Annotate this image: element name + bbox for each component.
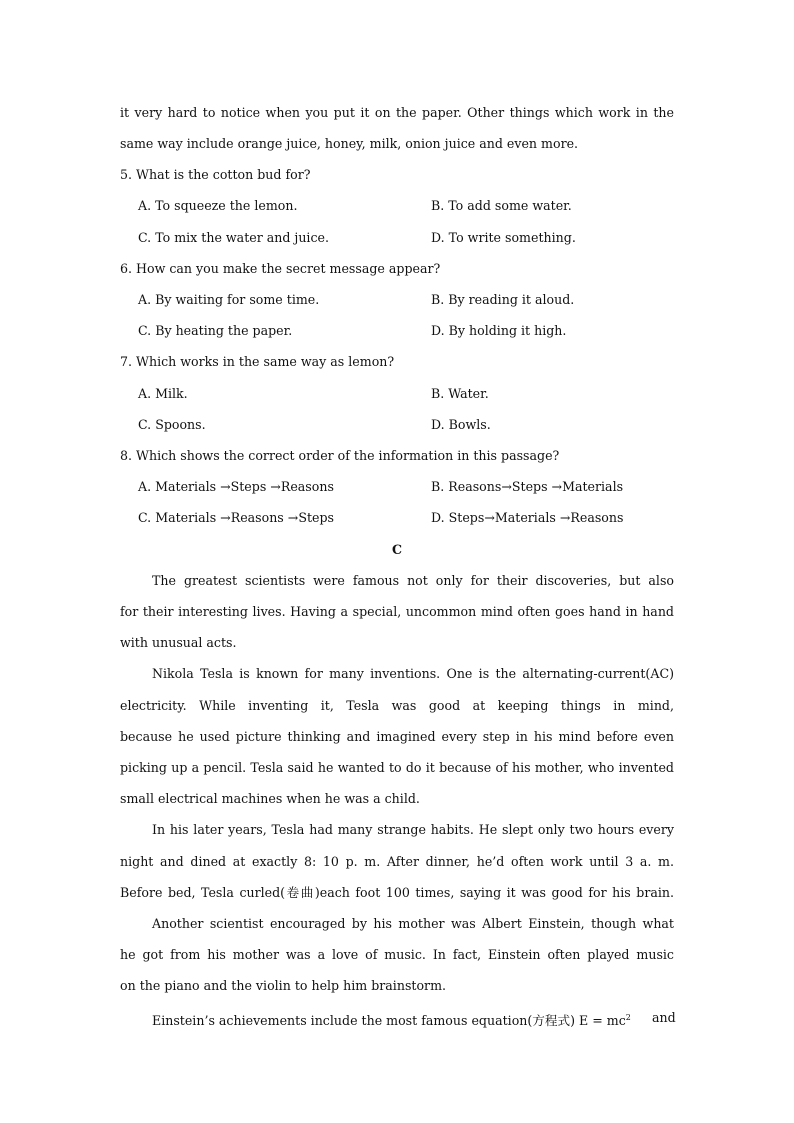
- passage-c-line: he got from his mother was a love of music. In fact, Einstein often played music: [120, 947, 674, 962]
- question-5-option-d: D. To write something.: [431, 230, 576, 245]
- passage-c-equation-and: and: [652, 1010, 676, 1025]
- passage-c-line: Another scientist encouraged by his mother was Albert Einstein, though what: [152, 916, 674, 931]
- passage-c-line: small electrical machines when he was a child.: [120, 791, 420, 806]
- passage-b-line-1: it very hard to notice when you put it on the paper. Other things which work in the: [120, 105, 674, 120]
- passage-c-line: Before bed, Tesla curled(卷曲)each foot 100 times, saying it was good for his brain.: [120, 885, 674, 900]
- question-5-option-a: A. To squeeze the lemon.: [138, 198, 298, 213]
- question-7-stem: 7. Which works in the same way as lemon?: [120, 354, 395, 369]
- passage-c-line: for their interesting lives. Having a special, uncommon mind often goes hand in hand: [120, 604, 674, 619]
- passage-c-line-equation: [152, 1010, 676, 1029]
- passage-c-line: with unusual acts.: [120, 635, 237, 650]
- question-6-option-b: B. By reading it aloud.: [431, 292, 575, 307]
- passage-c-line: Nikola Tesla is known for many inventions. One is the alternating-current(AC): [152, 666, 674, 681]
- question-6-stem: 6. How can you make the secret message appear?: [120, 261, 441, 276]
- passage-c-line: because he used picture thinking and imagined every step in his mind before even: [120, 729, 674, 744]
- question-6-option-c: C. By heating the paper.: [138, 323, 293, 338]
- question-6-option-a: A. By waiting for some time.: [138, 292, 320, 307]
- section-heading-c: C: [391, 542, 403, 557]
- question-7-option-c: C. Spoons.: [138, 417, 206, 432]
- question-8-option-d: D. Steps→Materials →Reasons: [431, 510, 624, 525]
- question-5-option-b: B. To add some water.: [431, 198, 572, 213]
- passage-c-line: night and dined at exactly 8: 10 p. m. After dinner, he’d often work until 3 a. m.: [120, 854, 674, 869]
- superscript-two: 2: [625, 1013, 631, 1022]
- question-6-option-d: D. By holding it high.: [431, 323, 567, 338]
- passage-c-line: In his later years, Tesla had many strange habits. He slept only two hours every: [152, 822, 674, 837]
- question-5-option-c: C. To mix the water and juice.: [138, 230, 329, 245]
- passage-c-line: picking up a pencil. Tesla said he wanted to do it because of his mother, who invented: [120, 760, 674, 775]
- question-8-option-b: B. Reasons→Steps →Materials: [431, 479, 624, 494]
- passage-c-equation-text: Einstein’s achievements include the most famous equation(方程式) E = mc: [152, 1013, 626, 1029]
- question-7-option-a: A. Milk.: [138, 386, 188, 401]
- question-5-stem: 5. What is the cotton bud for?: [120, 167, 311, 182]
- passage-c-line: electricity. While inventing it, Tesla was good at keeping things in mind,: [120, 698, 674, 713]
- question-8-option-c: C. Materials →Reasons →Steps: [138, 510, 334, 525]
- question-8-option-a: A. Materials →Steps →Reasons: [138, 479, 334, 494]
- passage-b-line-2: same way include orange juice, honey, milk, onion juice and even more.: [120, 136, 579, 151]
- passage-c-line: on the piano and the violin to help him brainstorm.: [120, 978, 447, 993]
- question-7-option-b: B. Water.: [431, 386, 489, 401]
- question-7-option-d: D. Bowls.: [431, 417, 491, 432]
- passage-c-line: The greatest scientists were famous not only for their discoveries, but also: [152, 573, 674, 588]
- question-8-stem: 8. Which shows the correct order of the information in this passage?: [120, 448, 560, 463]
